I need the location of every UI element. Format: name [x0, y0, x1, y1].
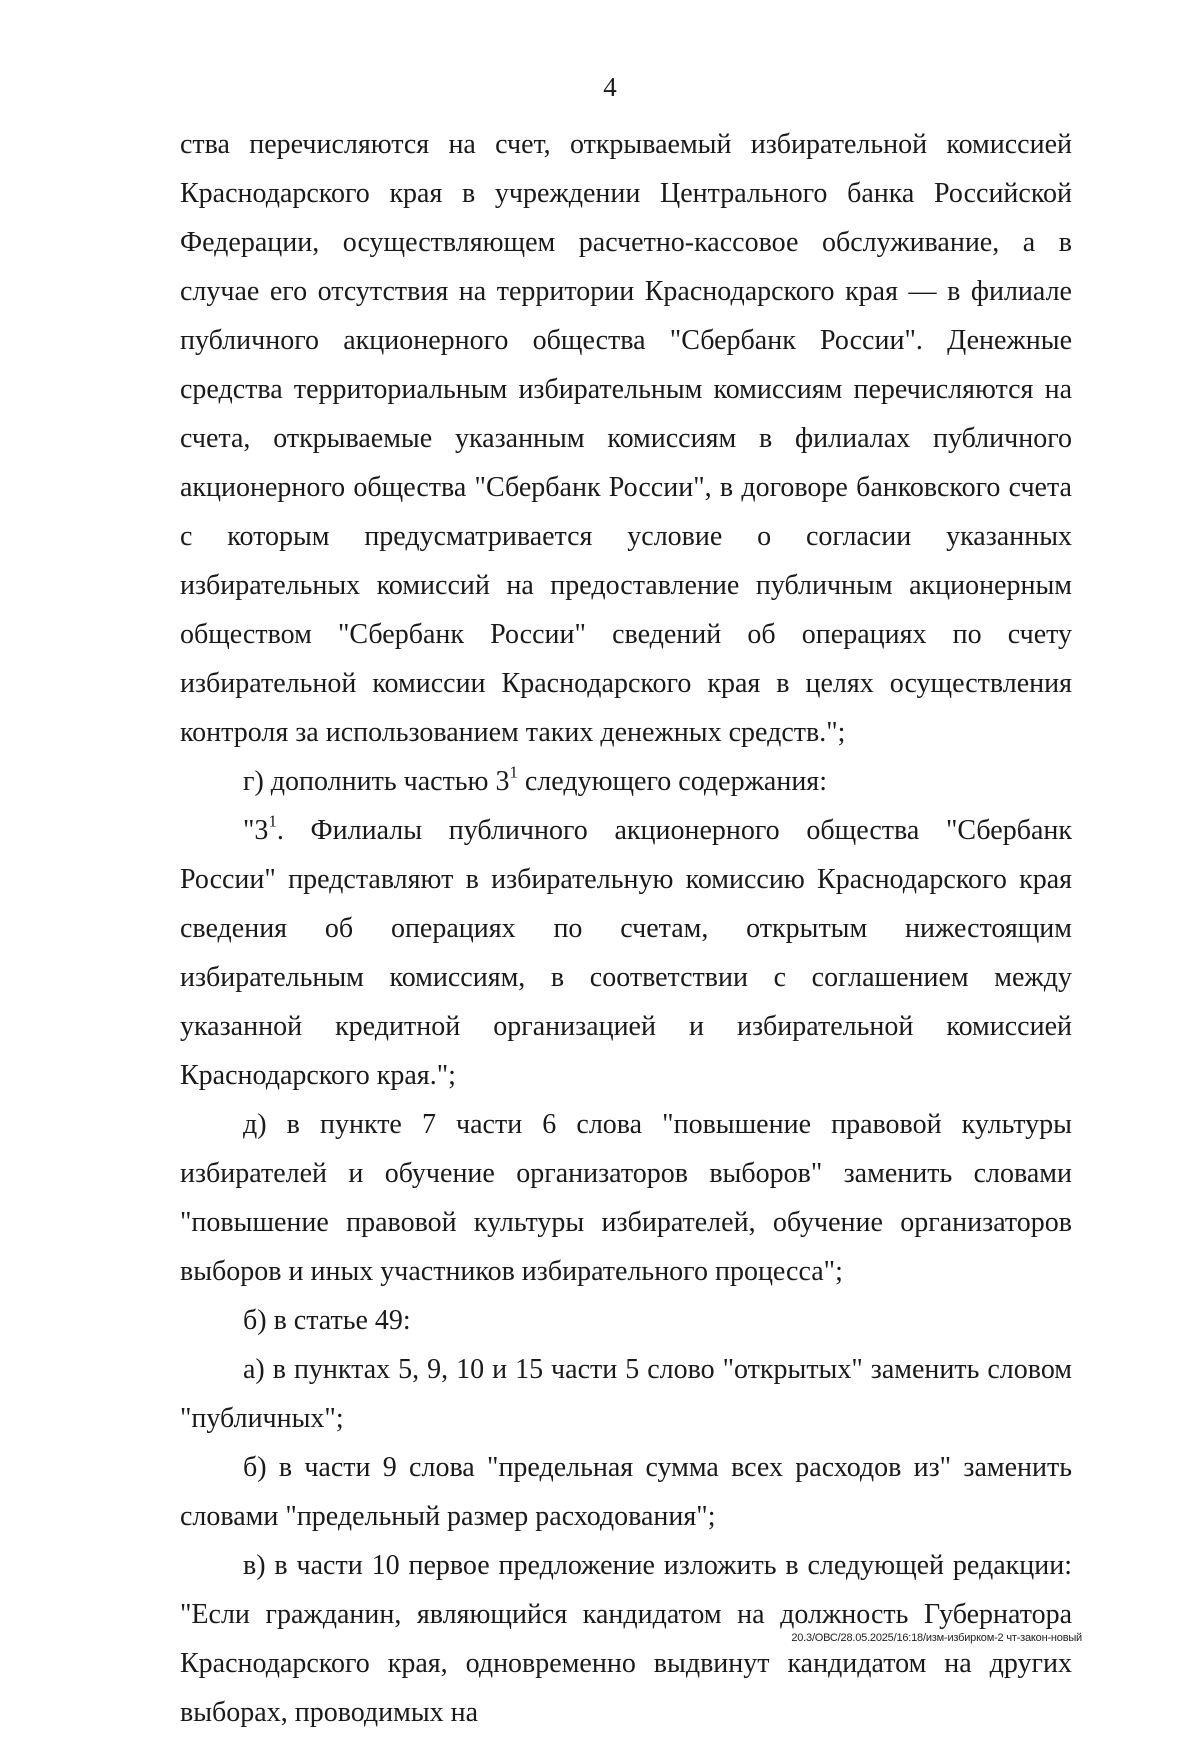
paragraph-item-a [180, 1345, 1072, 1443]
paragraph-text: в) в части 10 первое предложение изложить в следующей редакции: "Если гражданин, являющийся кандидатом на должность Губернатора Краснодарского края, одновременно выдвинут кандидатом на других выборах, проводимых на [180, 1550, 1072, 1728]
paragraph-text: б) в части 9 слова "предельная сумма всех расходов из" заменить словами "предельный размер расходования"; [180, 1452, 1072, 1532]
superscript: 1 [268, 811, 277, 831]
paragraph-item-b [180, 1443, 1072, 1541]
page-number: 4 [603, 72, 617, 102]
paragraph-article-49 [180, 1296, 1072, 1345]
paragraph-text: г) дополнить частью 3 [243, 766, 510, 797]
document-body [180, 120, 1072, 1737]
paragraph-text: следующего содержания: [517, 766, 827, 797]
paragraph-continuation [180, 120, 1072, 757]
paragraph-text: "3 [243, 815, 269, 846]
paragraph-text: ства перечисляются на счет, открываемый избирательной комиссией Краснодарского края в учреждении Центрального банка Российской Федерации, осуществляющем расчетно-кассовое обслуживание, а в случае его отсутствия на территории Краснодарского края — в филиале публичного акционерного общества "Сбербанк России". Денежные средства территориальным избирательным комиссиям перечисляются на счета, открываемые указанным комиссиям в филиалах публичного акционерного общества "Сбербанк России", в договоре банковского счета с которым предусматривается условие о согласии указанных избирательных комиссий на предоставление публичным акционерным обществом "Сбербанк России" сведений об операциях по счету избирательной комиссии Краснодарского края в целях осуществления контроля за использованием таких денежных средств."; [180, 129, 1072, 748]
paragraph-item-g [180, 757, 1072, 806]
paragraph-text: б) в статье 49: [243, 1305, 411, 1336]
paragraph-item-d [180, 1100, 1072, 1296]
document-footer-code: 20.3/ОВС/28.05.2025/16:18/изм-избирком-2 чт-закон-новый [791, 1632, 1082, 1644]
paragraph-part-3-1 [180, 806, 1072, 1100]
paragraph-text: д) в пункте 7 части 6 слова "повышение правовой культуры избирателей и обучение организаторов выборов" заменить словами "повышение правовой культуры избирателей, обучение организаторов выборов и иных участников избирательного процесса"; [180, 1109, 1072, 1287]
superscript: 1 [509, 762, 518, 782]
paragraph-text: а) в пунктах 5, 9, 10 и 15 части 5 слово "открытых" заменить словом "публичных"; [180, 1354, 1072, 1434]
paragraph-text: . Филиалы публичного акционерного общества "Сбербанк России" представляют в избирательную комиссию Краснодарского края сведения об операциях по счетам, открытым нижестоящим избирательным комиссиям, в соответствии с соглашением между указанной кредитной организацией и избирательной комиссией Краснодарского края."; [180, 815, 1072, 1091]
